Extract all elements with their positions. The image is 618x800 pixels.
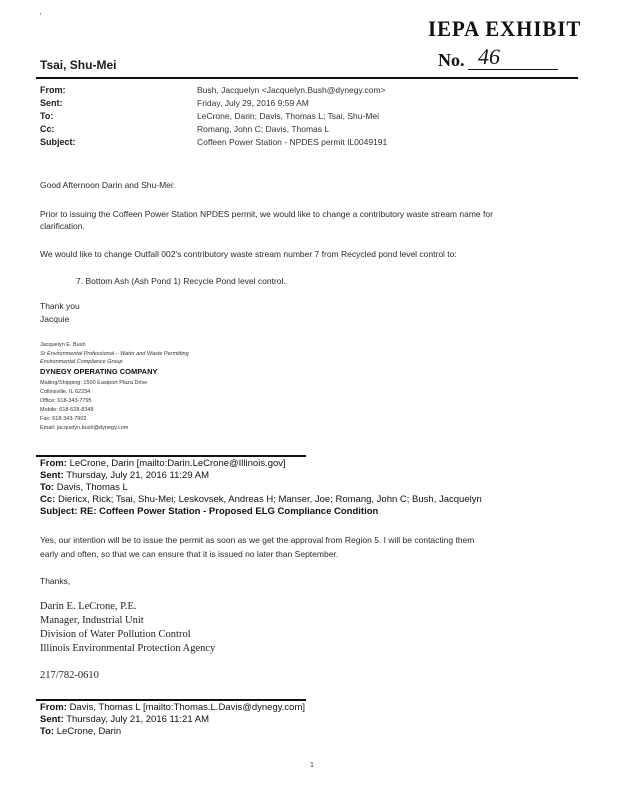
email1-subject-value: Coffeen Power Station - NPDES permit IL0049191	[197, 137, 388, 147]
email3-from-label: From:	[40, 702, 67, 713]
page-number: 1	[310, 762, 314, 769]
email2-from-label: From:	[40, 458, 67, 469]
email2-sig-agency: Illinois Environmental Protection Agency	[40, 643, 216, 654]
sig-mailing: Mailing/Shipping: 1500 Eastport Plaza Drive	[40, 380, 148, 386]
sig-mobile: Mobile: 618-628-8348	[40, 407, 94, 413]
email2-sig-division: Division of Water Pollution Control	[40, 629, 191, 640]
exhibit-number-label: No.	[438, 50, 465, 70]
sig-city: Collinsville, IL 62234	[40, 389, 91, 395]
email2-subject	[40, 506, 378, 517]
mailbox-owner: Tsai, Shu-Mei	[40, 58, 117, 72]
email2-to-label: To:	[40, 482, 55, 493]
email3-rule	[36, 699, 306, 701]
email2-cc	[40, 494, 482, 505]
email1-from-value: Bush, Jacquelyn <Jacquelyn.Bush@dynegy.com>	[197, 85, 386, 95]
email3-to-value: LeCrone, Darin	[56, 726, 122, 737]
email1-cc-label: Cc:	[40, 124, 55, 134]
email3-from-value: Davis, Thomas L [mailto:Thomas.L.Davis@dynegy.com]	[69, 702, 306, 713]
exhibit-number: 46	[478, 44, 500, 69]
sig-company: DYNEGY OPERATING COMPANY	[40, 367, 158, 376]
email1-para1-line1: Prior to issuing the Coffeen Power Station NPDES permit, we would like to change a contributory waste stream name for	[40, 209, 493, 219]
email1-thanks: Thank you	[40, 301, 80, 311]
sig-name: Jacquelyn E. Bush	[40, 342, 86, 348]
email2-to	[40, 482, 128, 493]
email2-sig-title: Manager, Industrial Unit	[40, 615, 144, 626]
email3-sent-value: Thursday, July 21, 2016 11:21 AM	[66, 714, 209, 725]
email2-to-value: Davis, Thomas L	[56, 482, 128, 493]
corner-mark: '	[40, 12, 42, 21]
email2-sent-value: Thursday, July 21, 2016 11:29 AM	[66, 470, 209, 481]
email2-thanks: Thanks,	[40, 576, 71, 586]
email2-subject-value: RE: Coffeen Power Station - Proposed ELG Compliance Condition	[80, 506, 379, 517]
email2-sig-name: Darin E. LeCrone, P.E.	[40, 601, 137, 612]
email1-para2: We would like to change Outfall 002's contributory waste stream number 7 from Recycled pond level control to:	[40, 249, 457, 259]
email2-para1-line1: Yes, our intention will be to issue the permit as soon as we get the approval from Region 5. I will be contacting them	[40, 535, 475, 545]
exhibit-stamp	[428, 16, 589, 42]
email1-cc-value: Romang, John C; Davis, Thomas L	[197, 124, 330, 134]
sig-office: Office: 618-343-7795	[40, 398, 92, 404]
email3-sent-label: Sent:	[40, 714, 64, 725]
exhibit-title: IEPA EXHIBIT	[428, 16, 582, 41]
email1-to-label: To:	[40, 111, 54, 121]
email1-sent-value: Friday, July 29, 2016 9:59 AM	[197, 98, 309, 108]
email2-sent	[40, 470, 209, 481]
header-rule	[36, 77, 578, 79]
exhibit-underline	[468, 69, 558, 70]
sig-title: Sr Environmental Professional – Water and Waste Permitting	[40, 351, 189, 357]
email2-cc-value: Diericx, Rick; Tsai, Shu-Mei; Leskovsek, Andreas H; Manser, Joe; Romang, John C; Bush, Jacquelyn	[57, 494, 482, 505]
email2-phone: 217/782-0610	[40, 670, 99, 681]
sig-fax: Fax: 618-343-7902	[40, 416, 87, 422]
email1-list-item: 7. Bottom Ash (Ash Pond 1) Recycle Pond level control.	[76, 276, 286, 286]
email2-para1-line2: early and often, so that we can ensure that it is issued no later than September.	[40, 549, 339, 559]
email1-from-label: From:	[40, 85, 66, 95]
email2-from-value: LeCrone, Darin [mailto:Darin.LeCrone@Illinois.gov]	[69, 458, 286, 469]
email3-from	[40, 702, 305, 713]
email3-sent	[40, 714, 209, 725]
email1-greeting: Good Afternoon Darin and Shu-Mei:	[40, 180, 176, 190]
sig-group: Environmental Compliance Group	[40, 359, 123, 365]
email1-subject-label: Subject:	[40, 137, 76, 147]
email3-to-label: To:	[40, 726, 55, 737]
email2-rule	[36, 455, 306, 457]
email2-from	[40, 458, 286, 469]
email1-sign: Jacquie	[40, 314, 70, 324]
email3-to	[40, 726, 121, 737]
email2-subject-label: Subject:	[40, 506, 78, 517]
email1-sent-label: Sent:	[40, 98, 63, 108]
sig-email: Email: jacquelyn.bush@dynegy.com	[40, 425, 129, 431]
email2-cc-label: Cc:	[40, 494, 56, 505]
email2-sent-label: Sent:	[40, 470, 64, 481]
email1-para1-line2: clarification.	[40, 221, 85, 231]
email1-to-value: LeCrone, Darin; Davis, Thomas L; Tsai, Shu-Mei	[197, 111, 380, 121]
